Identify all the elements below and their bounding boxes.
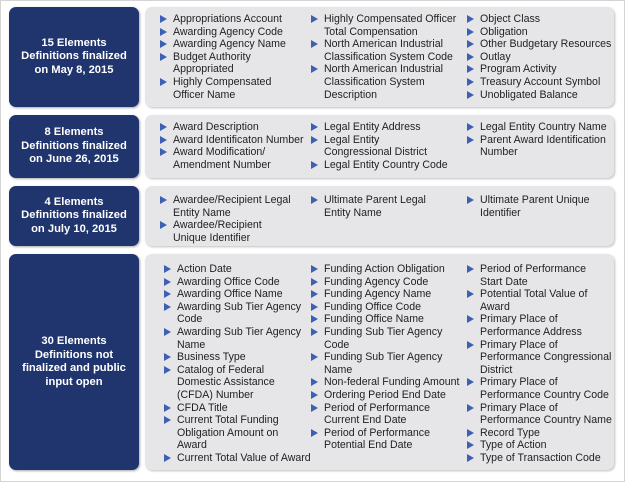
list-item: Awarding Sub Tier Agency Code [163,301,311,326]
section-4-elements [9,186,614,246]
section-elements-box [145,7,614,107]
list-item: Awarding Office Code [163,276,311,289]
list-item: Awarding Sub Tier Agency Name [163,326,311,351]
list-item: Parent Award Identification Number [466,134,614,159]
list-item: Record Type [466,427,614,440]
section-label-box [9,115,139,178]
element-column [310,263,465,452]
list-item: Potential Total Value of Award [466,288,614,313]
list-item: North American Industrial Classification System Description [310,63,465,101]
list-item: Current Total Funding Obligation Amount on Award [163,414,311,452]
list-item: Funding Office Code [310,301,465,314]
list-item: Obligation [466,26,614,39]
section-label-box [9,254,139,470]
list-item: Funding Office Name [310,313,465,326]
element-column [159,13,309,101]
list-item: Primary Place of Performance Congressional District [466,339,614,377]
element-column [310,121,465,171]
list-item: Awarding Office Name [163,288,311,301]
list-item: Funding Sub Tier Agency Name [310,351,465,376]
element-column [163,263,311,465]
list-item: Funding Action Obligation [310,263,465,276]
list-item: Non-federal Funding Amount [310,376,465,389]
element-column [159,121,309,171]
element-column [466,121,614,159]
list-item: Period of Performance Start Date [466,263,614,288]
element-column [159,194,309,244]
list-item: Current Total Value of Award [163,452,311,465]
element-column [310,194,465,219]
list-item: Funding Agency Name [310,288,465,301]
element-column [466,194,614,219]
list-item: Unobligated Balance [466,89,614,102]
list-item: Ultimate Parent Legal Entity Name [310,194,465,219]
list-item: Legal Entity Country Name [466,121,614,134]
list-item: Action Date [163,263,311,276]
section-elements-box [145,186,614,246]
list-item: Business Type [163,351,311,364]
section-label: 15 Elements Definitions finalized on May 8, 2015 [21,36,127,76]
list-item: Legal Entity Congressional District [310,134,465,159]
section-label: 30 Elements Definitions not finalized and public input open [22,335,126,388]
list-item: Primary Place of Performance Address [466,313,614,338]
list-item: Funding Sub Tier Agency Code [310,326,465,351]
section-30-elements [9,254,614,470]
list-item: Awarding Agency Name [159,38,309,51]
list-item: Budget Authority Appropriated [159,51,309,76]
list-item: Type of Action [466,439,614,452]
list-item: Type of Transaction Code [466,452,614,465]
list-item: Ultimate Parent Unique Identifier [466,194,614,219]
section-label-box [9,186,139,246]
list-item: Awarding Agency Code [159,26,309,39]
list-item: Legal Entity Country Code [310,159,465,172]
list-item: Program Activity [466,63,614,76]
section-label: 4 Elements Definitions finalized on July 10, 2015 [21,195,127,235]
list-item: Ordering Period End Date [310,389,465,402]
list-item: Appropriations Account [159,13,309,26]
section-elements-box [145,115,614,178]
list-item: Treasury Account Symbol [466,76,614,89]
element-column [466,13,614,101]
list-item: Period of Performance Current End Date [310,402,465,427]
list-item: Awardee/Recipient Unique Identifier [159,219,309,244]
section-label-box [9,7,139,107]
list-item: Period of Performance Potential End Date [310,427,465,452]
list-item: North American Industrial Classification System Code [310,38,465,63]
section-8-elements [9,115,614,178]
section-15-elements [9,7,614,107]
list-item: Primary Place of Performance Country Code [466,376,614,401]
list-item: Object Class [466,13,614,26]
list-item: Award Identificaton Number [159,134,309,147]
list-item: Award Modification/ Amendment Number [159,146,309,171]
list-item: Outlay [466,51,614,64]
list-item: Other Budgetary Resources [466,38,614,51]
element-column [466,263,614,465]
list-item: Catalog of Federal Domestic Assistance (CFDA) Number [163,364,311,402]
list-item: Primary Place of Performance Country Name [466,402,614,427]
list-item: Award Description [159,121,309,134]
element-column [310,13,465,101]
list-item: Legal Entity Address [310,121,465,134]
section-label: 8 Elements Definitions finalized on June 26, 2015 [21,126,127,166]
list-item: CFDA Title [163,402,311,415]
list-item: Awardee/Recipient Legal Entity Name [159,194,309,219]
list-item: Funding Agency Code [310,276,465,289]
list-item: Highly Compensated Officer Name [159,76,309,101]
list-item: Highly Compensated Officer Total Compensation [310,13,465,38]
section-elements-box [145,254,614,470]
